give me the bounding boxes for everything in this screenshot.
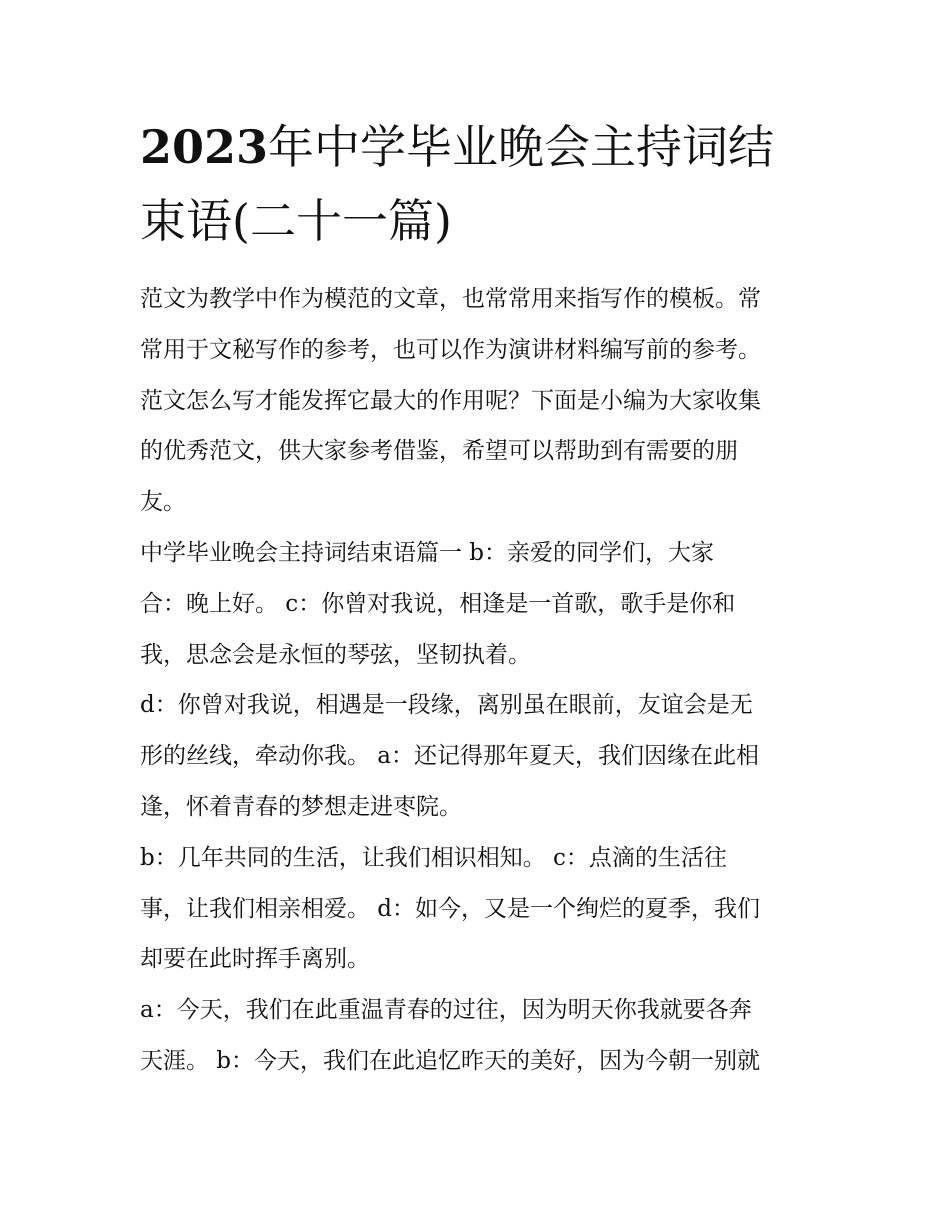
text-line: 友。 [140, 489, 186, 516]
text-line: 中学毕业晚会主持词结束语篇一 b：亲爱的同学们，大家 [140, 539, 715, 566]
text-line: 范文为教学中作为模范的文章，也常常用来指写作的模板。常 [140, 286, 761, 312]
text-line: 却要在此时挥手离别。 [140, 946, 370, 973]
paragraph-2 [140, 680, 830, 832]
text-line: 事，让我们相亲相爱。 d：如今，又是一个绚烂的夏季，我们 [140, 895, 761, 922]
text-line: 我，思念会是永恒的琴弦，坚韧执着。 [140, 641, 531, 668]
text-line: b：几年共同的生活，让我们相识相知。 c：点滴的生活往 [140, 844, 727, 871]
text-line: 的优秀范文，供大家参考借鉴，希望可以帮助到有需要的朋 [140, 438, 738, 465]
text-line: 合：晚上好。 c：你曾对我说，相逢是一首歌，歌手是你和 [140, 590, 736, 617]
paragraph-1 [140, 528, 830, 680]
text-line: 逢，怀着青春的梦想走进枣院。 [140, 793, 462, 820]
text-line: 常用于文秘写作的参考，也可以作为演讲材料编写前的参考。 [140, 336, 761, 363]
title-line-1 [140, 110, 820, 184]
paragraph-4 [140, 985, 830, 1087]
paragraph-3 [140, 833, 830, 985]
paragraph-intro [140, 274, 830, 528]
text-line: 范文怎么写才能发挥它最大的作用呢？下面是小编为大家收集 [140, 387, 761, 414]
title-line-2-text: 束语(二十一篇) [140, 194, 452, 248]
title-line-2 [140, 184, 820, 258]
text-line: 天涯。 b：今天，我们在此追忆昨天的美好，因为今朝一别就 [140, 1047, 761, 1074]
document-title [140, 110, 820, 258]
document-body [140, 274, 830, 1087]
text-line: d：你曾对我说，相遇是一段缘，离别虽在眼前，友谊会是无 [140, 692, 753, 719]
text-line: a：今天，我们在此重温青春的过往，因为明天你我就要各奔 [140, 997, 752, 1024]
text-line: 形的丝线，牵动你我。 a：还记得那年夏天，我们因缘在此相 [140, 743, 760, 770]
title-line-1-text: 年中学毕业晚会主持词结 [268, 120, 775, 174]
title-year: 2023 [140, 120, 269, 174]
